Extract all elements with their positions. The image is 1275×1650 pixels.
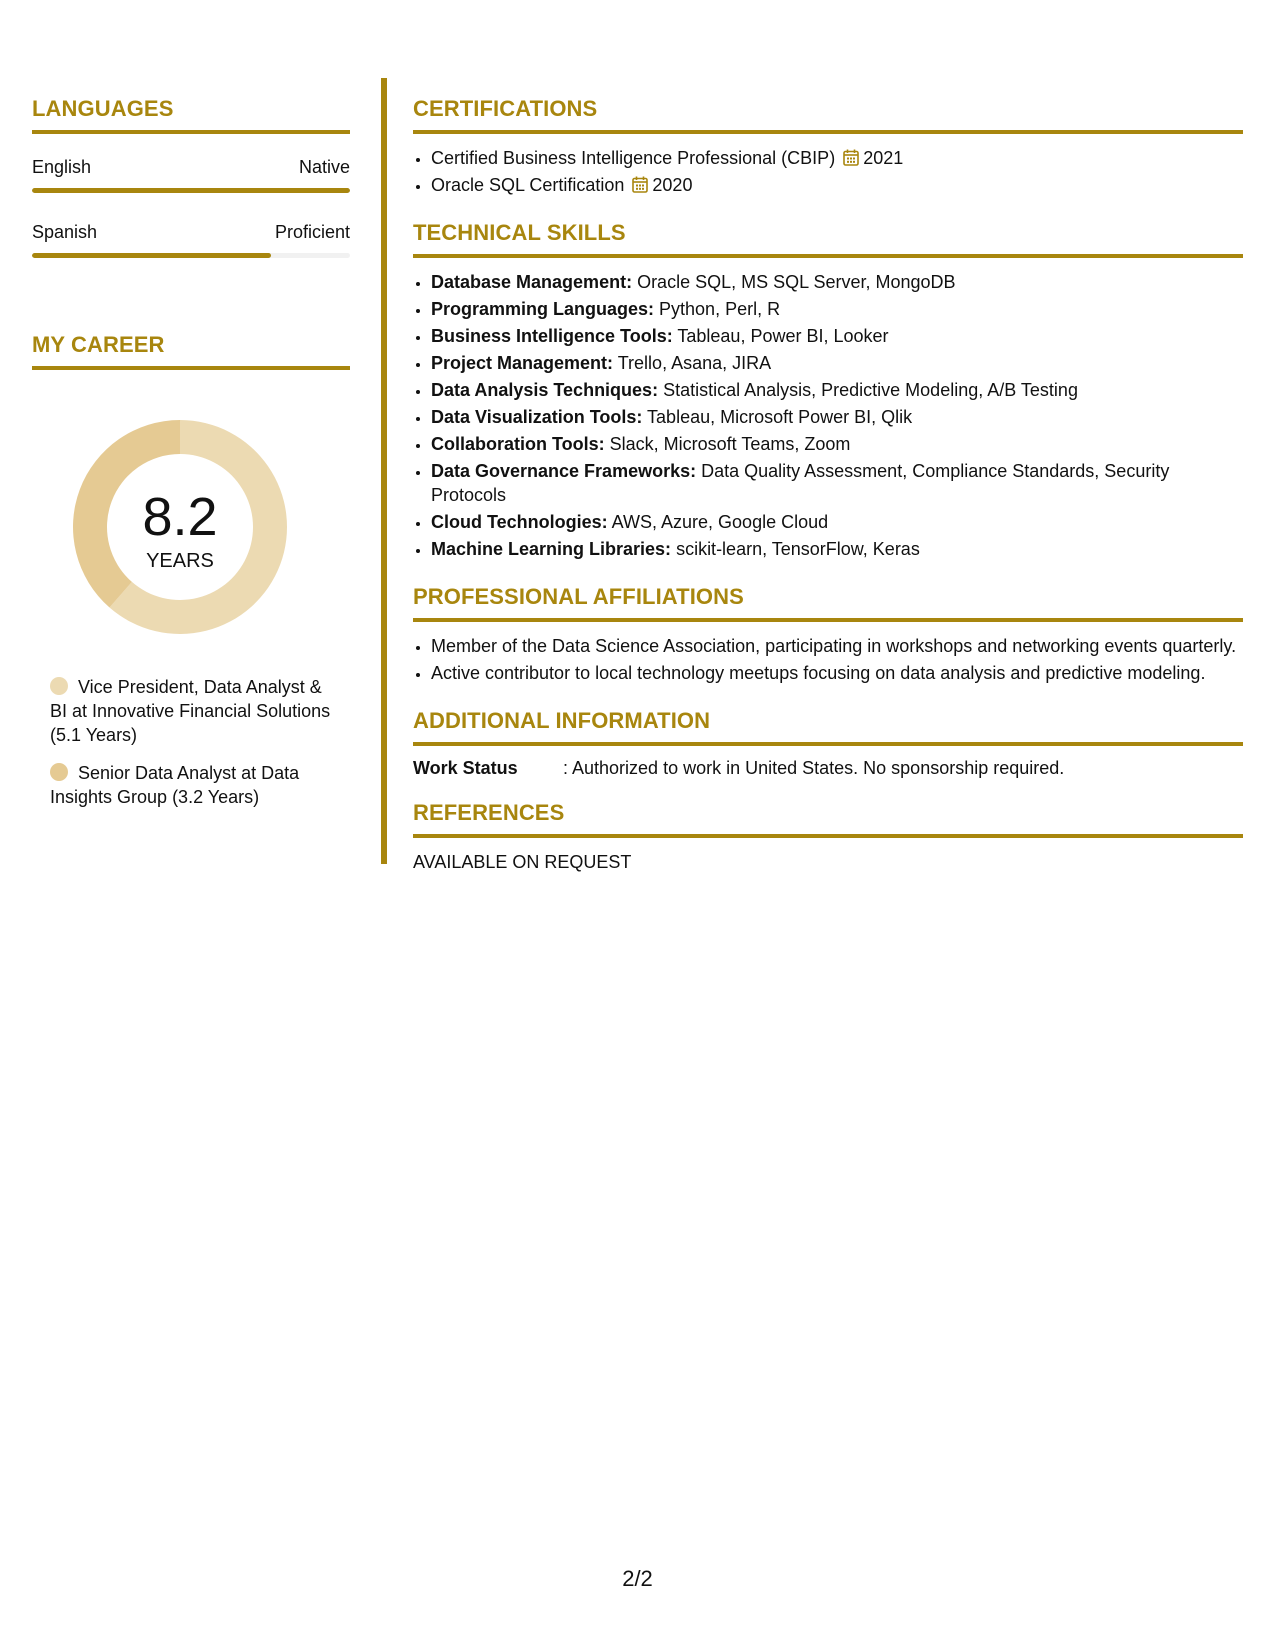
additional-info-title: ADDITIONAL INFORMATION	[413, 688, 1243, 746]
skill-value: Data Quality Assessment, Compliance Standards, Security Protocols	[431, 461, 1170, 505]
skill-category: Data Governance Frameworks:	[431, 461, 697, 481]
skill-value: Statistical Analysis, Predictive Modeling, A/B Testing	[658, 380, 1078, 400]
skill-value: Tableau, Microsoft Power BI, Qlik	[642, 407, 913, 427]
career-legend	[50, 675, 340, 809]
certification-year: 2021	[863, 148, 904, 168]
skill-value: Oracle SQL, MS SQL Server, MongoDB	[632, 272, 956, 292]
affiliation-item: • Member of the Data Science Association, participating in workshops and networking events quarterly.	[431, 634, 1243, 658]
skill-item	[431, 405, 1243, 429]
career-legend-item	[50, 675, 340, 747]
affiliation-item: • Active contributor to local technology meetups focusing on data analysis and predictive modeling.	[431, 661, 1243, 685]
language-item	[32, 221, 350, 258]
languages-title: LANGUAGES	[32, 78, 350, 134]
skill-category: Database Management:	[431, 272, 633, 292]
skill-item	[431, 378, 1243, 402]
certification-year: 2020	[652, 175, 693, 195]
language-level: Proficient	[274, 222, 350, 242]
career-legend-item	[50, 761, 340, 809]
left-column	[32, 78, 350, 823]
language-name: Spanish	[32, 222, 98, 242]
certification-item	[431, 173, 1243, 197]
language-item	[32, 156, 350, 193]
skill-item	[431, 297, 1243, 321]
affiliations-title: PROFESSIONAL AFFILIATIONS	[413, 564, 1243, 622]
calendar-icon	[843, 149, 859, 166]
skill-category: Collaboration Tools:	[431, 434, 605, 454]
skill-value: scikit-learn, TensorFlow, Keras	[671, 539, 920, 559]
skill-value: Python, Perl, R	[654, 299, 781, 319]
certification-item	[431, 146, 1243, 170]
work-status-row	[413, 756, 1243, 780]
calendar-icon	[632, 176, 648, 193]
skill-value: Tableau, Power BI, Looker	[672, 326, 889, 346]
career-total-label: YEARS	[146, 549, 214, 572]
references-text: AVAILABLE ON REQUEST	[413, 852, 632, 872]
language-bar	[32, 188, 350, 193]
skill-category: Project Management:	[431, 353, 614, 373]
language-name: English	[32, 157, 92, 177]
language-bar-fill	[32, 188, 350, 193]
certification-name: Certified Business Intelligence Professional (CBIP)	[431, 148, 836, 168]
career-entry-text: Vice President, Data Analyst & BI at Innovative Financial Solutions (5.1 Years)	[50, 677, 331, 745]
technical-skills-title: TECHNICAL SKILLS	[413, 200, 1243, 258]
right-column	[413, 78, 1243, 874]
skill-item	[431, 459, 1243, 507]
skill-category: Programming Languages:	[431, 299, 655, 319]
skill-item	[431, 432, 1243, 456]
career-donut	[66, 413, 294, 641]
language-level: Native	[298, 157, 350, 177]
skill-category: Business Intelligence Tools:	[431, 326, 673, 346]
career-entry-text: Senior Data Analyst at Data Insights Group (3.2 Years)	[50, 763, 300, 807]
affiliations-list	[413, 634, 1243, 685]
skill-item	[431, 324, 1243, 348]
technical-skills-list	[413, 270, 1243, 561]
skill-value: AWS, Azure, Google Cloud	[607, 512, 829, 532]
career-total-value: 8.2	[142, 486, 218, 547]
skill-category: Data Analysis Techniques:	[431, 380, 659, 400]
column-divider	[381, 78, 387, 864]
references-title: REFERENCES	[413, 780, 1243, 838]
language-bar	[32, 253, 350, 258]
legend-dot-icon	[50, 677, 68, 695]
career-title: MY CAREER	[32, 314, 350, 370]
certification-name: Oracle SQL Certification	[431, 175, 625, 195]
skill-value: Trello, Asana, JIRA	[613, 353, 772, 373]
legend-dot-icon	[50, 763, 68, 781]
skill-category: Cloud Technologies:	[431, 512, 608, 532]
skill-item	[431, 270, 1243, 294]
certifications-title: CERTIFICATIONS	[413, 78, 1243, 134]
skill-value: Slack, Microsoft Teams, Zoom	[604, 434, 851, 454]
skill-item	[431, 351, 1243, 375]
skill-category: Data Visualization Tools:	[431, 407, 643, 427]
skill-category: Machine Learning Libraries:	[431, 539, 672, 559]
skill-item	[431, 510, 1243, 534]
certifications-list	[413, 146, 1243, 197]
page-number: 2/2	[622, 1566, 653, 1591]
skill-item	[431, 537, 1243, 561]
work-status-value: : Authorized to work in United States. No sponsorship required.	[563, 758, 1065, 778]
work-status-label: Work Status	[413, 758, 518, 778]
language-bar-fill	[32, 253, 271, 258]
